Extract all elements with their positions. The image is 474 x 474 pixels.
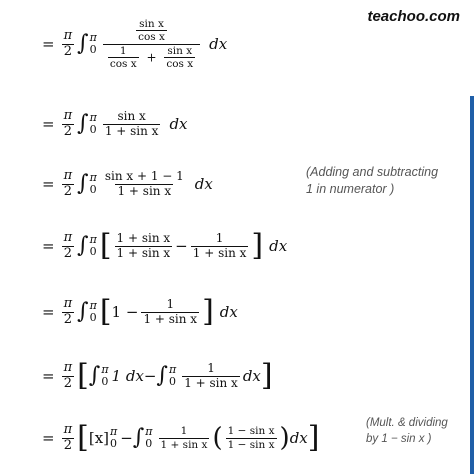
one-over-cos: $\frac{1}{\text{cos x}}$	[109, 44, 137, 70]
equation-line-5: = $\frac{\pi}{2}$ ∫ π 0 [ 1 − $\frac{1}{\text{1 + sin x}}$ ] dx	[42, 294, 238, 329]
note-adding-subtracting: (Adding and subtracting 1 in numerator )	[306, 165, 439, 196]
equation-line-2: = $\frac{\pi}{2}$ ∫ π 0 $\frac{\text{sin x}}{\text{1 + sin x}}$ dx	[42, 107, 188, 139]
equation-line-3: = $\frac{\pi}{2}$ ∫ π 0 $\frac{\text{sin x + 1 − 1}}{\text{1 + sin x}}$ dx	[42, 167, 213, 199]
note-mult-dividing: (Mult. & dividing by 1 − sin x )	[366, 417, 448, 445]
equation-line-1	[42, 18, 228, 70]
integral-sign: ∫	[77, 31, 89, 56]
equation-line-7: = $\frac{\pi}{2}$ [ [x] π 0 − ∫ π 0 $\frac{1}{\text{1 + sin x}}$ ( $\frac{\text{1 − sin x}}{\text{1 − sin x}}$ ) dx ]	[42, 420, 320, 455]
sin-over-1-plus-sin: $\frac{\text{sin x}}{\text{1 + sin x}}$	[104, 108, 159, 138]
brand-logo: teachoo.com	[367, 8, 460, 25]
equals-sign: =	[42, 35, 55, 53]
equation-line-6: = $\frac{\pi}{2}$ [ ∫ π 0 1 dx − ∫ π 0 $\frac{1}{\text{1 + sin x}}$ dx ]	[42, 358, 273, 393]
adjusted-fraction: $\frac{\text{sin x + 1 − 1}}{\text{1 + sin x}}$	[104, 168, 184, 198]
compound-fraction: $\frac{\text{sin x}}{\text{cos x}}$ $\frac{1}{\text{cos x}}$ + $\frac{\text{sin x}}{\text{cos x}}$	[103, 18, 200, 69]
sin-over-cos: $\frac{\text{sin x}}{\text{cos x}}$	[138, 18, 165, 44]
sin-over-cos-2: $\frac{\text{sin x}}{\text{cos x}}$	[166, 44, 194, 70]
dx: dx	[209, 35, 228, 53]
integral-limits: π 0	[89, 31, 97, 56]
x-evaluated: [x]	[88, 429, 110, 447]
pi-over-two: $\frac{\pi}{2}$	[63, 27, 73, 59]
scrollbar-accent	[470, 96, 474, 474]
equation-line-4: = $\frac{\pi}{2}$ ∫ π 0 [ $\frac{\text{1 + sin x}}{\text{1 + sin x}}$ − $\frac{1}{\text{1 + sin x}}$ ] dx	[42, 228, 288, 263]
